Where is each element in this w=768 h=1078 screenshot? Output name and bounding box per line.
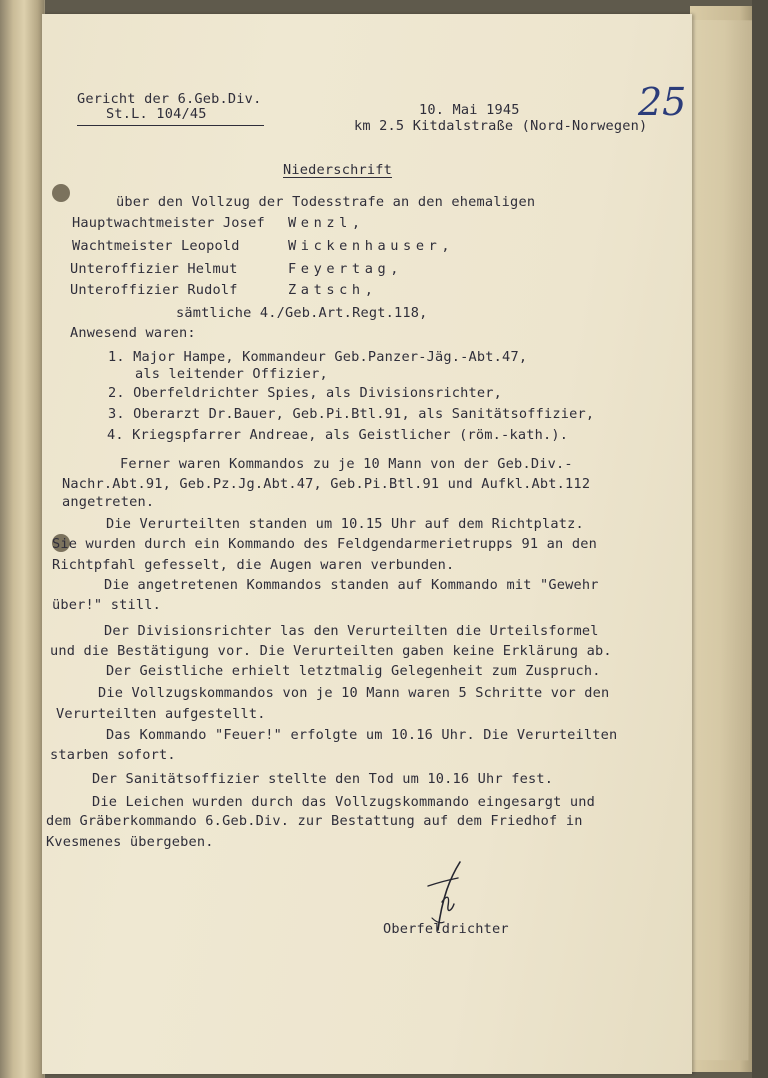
- present-item: 2. Oberfeldrichter Spies, als Divisionsrichter,: [108, 385, 503, 401]
- convicted-rank: Wachtmeister Leopold: [72, 238, 240, 254]
- document-title: Niederschrift: [283, 162, 392, 178]
- body-line: Der Geistliche erhielt letztmalig Gelegenheit zum Zuspruch.: [106, 663, 601, 679]
- body-line: dem Gräberkommando 6.Geb.Div. zur Bestattung auf dem Friedhof in: [46, 813, 583, 829]
- body-line: Verurteilten aufgestellt.: [56, 706, 266, 722]
- body-line: Nachr.Abt.91, Geb.Pz.Jg.Abt.47, Geb.Pi.Btl.91 und Aufkl.Abt.112: [62, 476, 591, 492]
- body-line: Die Leichen wurden durch das Vollzugskommando eingesargt und: [92, 794, 596, 810]
- unit-line: sämtliche 4./Geb.Art.Regt.118,: [176, 305, 428, 321]
- body-line: angetreten.: [62, 494, 155, 510]
- body-line: Sie wurden durch ein Kommando des Feldgendarmerietrupps 91 an den: [52, 536, 597, 552]
- header-underline: [77, 125, 264, 126]
- convicted-rank: Unteroffizier Helmut: [70, 261, 238, 277]
- body-line: Kvesmenes übergeben.: [46, 834, 214, 850]
- convicted-name: Zatsch,: [288, 282, 378, 298]
- body-line: Der Divisionsrichter las den Verurteilten die Urteilsformel: [104, 623, 599, 639]
- present-item: 4. Kriegspfarrer Andreae, als Geistlicher (röm.-kath.).: [107, 427, 569, 443]
- convicted-rank: Hauptwachtmeister Josef: [72, 215, 265, 231]
- body-line: Die Vollzugskommandos von je 10 Mann waren 5 Schritte vor den: [98, 685, 610, 701]
- signature-title: Oberfeldrichter: [383, 921, 509, 937]
- body-line: Das Kommando "Feuer!" erfolgte um 10.16 Uhr. Die Verurteilten: [106, 727, 618, 743]
- case-number: St.L. 104/45: [106, 106, 207, 122]
- present-item-continuation: als leitender Offizier,: [135, 366, 328, 382]
- court-name: Gericht der 6.Geb.Div.: [77, 91, 262, 107]
- present-heading: Anwesend waren:: [70, 325, 196, 341]
- document-place: km 2.5 Kitdalstraße (Nord-Norwegen): [354, 118, 648, 134]
- punch-hole: [52, 184, 70, 202]
- body-line: und die Bestätigung vor. Die Verurteilten gaben keine Erklärung ab.: [50, 643, 612, 659]
- present-item: 3. Oberarzt Dr.Bauer, Geb.Pi.Btl.91, als Sanitätsoffizier,: [108, 406, 595, 422]
- scan-background: [752, 0, 768, 1078]
- convicted-name: Wenzl,: [288, 215, 365, 231]
- binding-sheet-border: [0, 0, 45, 1078]
- body-line: Die angetretenen Kommandos standen auf Kommando mit "Gewehr: [104, 577, 599, 593]
- body-line: Ferner waren Kommandos zu je 10 Mann von der Geb.Div.-: [120, 456, 573, 472]
- body-line: Der Sanitätsoffizier stellte den Tod um 10.16 Uhr fest.: [92, 771, 554, 787]
- convicted-name: Wickenhauser,: [288, 238, 455, 254]
- convicted-rank: Unteroffizier Rudolf: [70, 282, 238, 298]
- convicted-name: Feyertag,: [288, 261, 404, 277]
- body-line: starben sofort.: [50, 747, 176, 763]
- handwritten-page-number: 25: [638, 80, 687, 124]
- body-line: Richtpfahl gefesselt, die Augen waren verbunden.: [52, 557, 455, 573]
- present-item: 1. Major Hampe, Kommandeur Geb.Panzer-Jäg.-Abt.47,: [108, 349, 528, 365]
- document-date: 10. Mai 1945: [419, 102, 520, 118]
- body-line: Die Verurteilten standen um 10.15 Uhr auf dem Richtplatz.: [106, 516, 584, 532]
- document-subtitle: über den Vollzug der Todesstrafe an den ehemaligen: [116, 194, 536, 210]
- body-line: über!" still.: [52, 597, 161, 613]
